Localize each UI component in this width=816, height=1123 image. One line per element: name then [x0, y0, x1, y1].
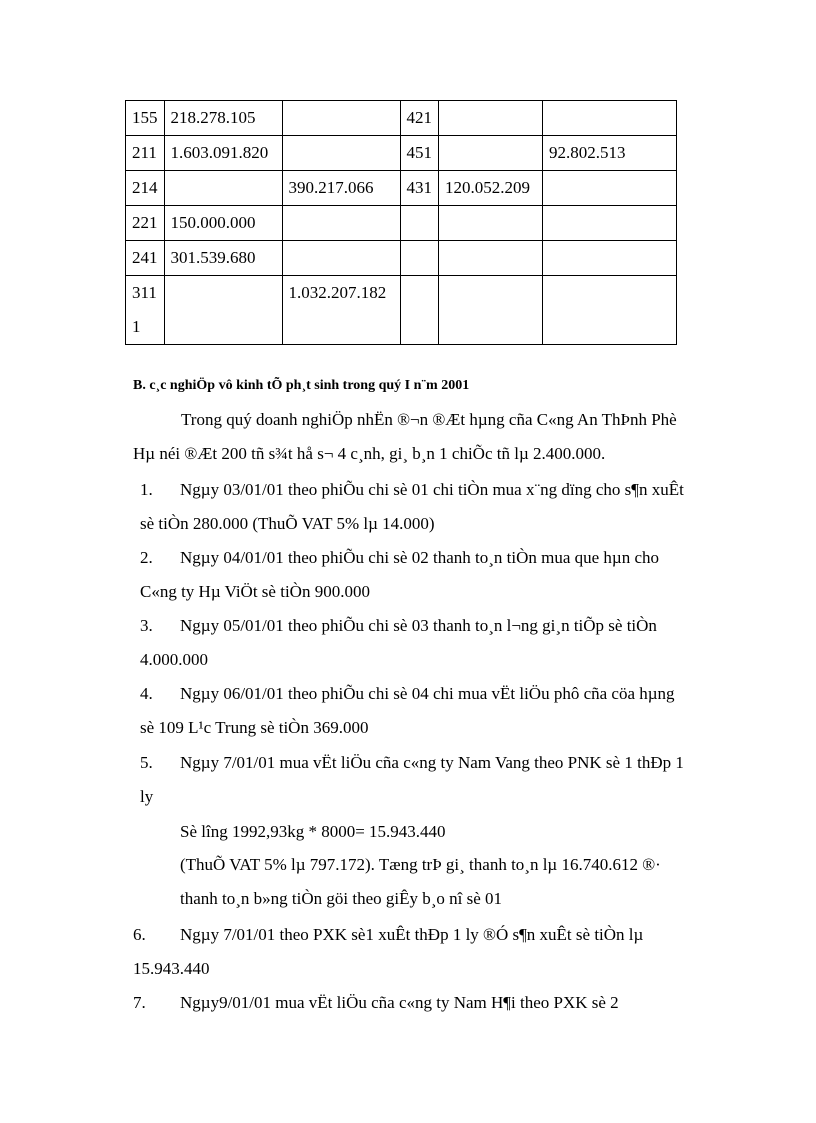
- list-item-line: 15.943.440: [133, 959, 210, 978]
- list-item-line: ly: [140, 787, 154, 806]
- list-item-number: 1.: [140, 480, 153, 499]
- table-cell: [400, 241, 439, 276]
- list-item-line: Sè lîng 1992,93kg * 8000= 15.943.440: [180, 822, 446, 841]
- table-cell: [126, 276, 165, 345]
- list-item-line: thanh to¸n b»ng tiÒn göi theo giÊy b¸o nî sè 01: [180, 889, 503, 908]
- table-row: [126, 101, 677, 136]
- table-cell: [543, 171, 677, 206]
- table-cell: [282, 101, 400, 136]
- table-cell: [400, 276, 439, 345]
- list-item-text: Ngµy 05/01/01 theo phiÕu chi sè 03 thanh to¸n l¬ng gi¸n tiÕp sè tiÒn: [180, 616, 657, 635]
- list-item-text: Ngµy 03/01/01 theo phiÕu chi sè 01 chi tiÒn mua x¨ng dïng cho s¶n xuÊt: [180, 480, 684, 499]
- table-cell: [400, 206, 439, 241]
- table-cell: [439, 241, 543, 276]
- list-item-text: Ngµy 7/01/01 mua vËt liÖu cña c«ng ty Nam Vang theo PNK sè 1 thÐp 1: [180, 753, 684, 772]
- ledger-table: [125, 100, 677, 345]
- table-row: [126, 136, 677, 171]
- table-row: [126, 276, 677, 345]
- intro-line: Trong quý doanh nghiÖp nhËn ®¬n ®Æt hµng cña C«ng An ThÞnh Phè: [181, 410, 677, 429]
- table-cell: 451: [400, 136, 439, 171]
- list-item-number: 6.: [133, 925, 146, 944]
- list-item-line: sè tiÒn 280.000 (ThuÕ VAT 5% lµ 14.000): [140, 514, 435, 533]
- list-item-line: [140, 684, 675, 704]
- list-item-number: 5.: [140, 753, 153, 772]
- list-item-number: 4.: [140, 684, 153, 703]
- intro-line: Hµ néi ®Æt 200 tñ s¾t hå s¬ 4 c¸nh, gi¸ b¸n 1 chiÕc tñ lµ 2.400.000.: [133, 444, 606, 463]
- table-cell: 120.052.209: [439, 171, 543, 206]
- table-cell: 218.278.105: [164, 101, 282, 136]
- section-heading: B. c¸c nghiÖp vô kinh tÕ ph¸t sinh trong quý I n¨m 2001: [133, 378, 470, 393]
- cell-text: 311: [132, 283, 157, 302]
- list-item-line: [140, 616, 657, 636]
- table-cell: 241: [126, 241, 165, 276]
- list-item-line: C«ng ty Hµ ViÖt sè tiÒn 900.000: [140, 582, 370, 601]
- list-item-number: 7.: [133, 993, 146, 1012]
- table-cell: [282, 136, 400, 171]
- table-cell: [164, 171, 282, 206]
- table-row: [126, 171, 677, 206]
- list-item-text: Ngµy 06/01/01 theo phiÕu chi sè 04 chi mua vËt liÖu phô cña cöa hµng: [180, 684, 675, 703]
- table-cell: 150.000.000: [164, 206, 282, 241]
- table-cell: [282, 206, 400, 241]
- table-row: [126, 206, 677, 241]
- table-cell: 1.603.091.820: [164, 136, 282, 171]
- table-cell: [543, 101, 677, 136]
- cell-text: 1: [132, 317, 141, 336]
- table-cell: 211: [126, 136, 165, 171]
- table-cell: [439, 136, 543, 171]
- table-cell: [282, 241, 400, 276]
- list-item-text: Ngµy 04/01/01 theo phiÕu chi sè 02 thanh to¸n tiÒn mua que hµn cho: [180, 548, 659, 567]
- table-cell: 92.802.513: [543, 136, 677, 171]
- list-item-number: 2.: [140, 548, 153, 567]
- table-cell: 390.217.066: [282, 171, 400, 206]
- table-cell: [164, 276, 282, 345]
- list-item-line: 4.000.000: [140, 650, 208, 669]
- table-cell: 421: [400, 101, 439, 136]
- list-item-line: sè 109 L¹c Trung sè tiÒn 369.000: [140, 718, 369, 737]
- table-cell: [543, 206, 677, 241]
- table-cell: [439, 276, 543, 345]
- list-item-number: 3.: [140, 616, 153, 635]
- table-cell: 431: [400, 171, 439, 206]
- table-cell: [543, 241, 677, 276]
- table-cell: [543, 276, 677, 345]
- list-item-line: [133, 925, 643, 945]
- list-item-line: [133, 993, 619, 1013]
- list-item-text: Ngµy9/01/01 mua vËt liÖu cña c«ng ty Nam H¶i theo PXK sè 2: [180, 993, 619, 1012]
- table-cell: 155: [126, 101, 165, 136]
- table-cell: 1.032.207.182: [282, 276, 400, 345]
- list-item-line: (ThuÕ VAT 5% lµ 797.172). Tæng trÞ gi¸ thanh to¸n lµ 16.740.612 ®·: [180, 855, 661, 874]
- table-cell: [439, 101, 543, 136]
- list-item-line: [140, 753, 684, 773]
- table-cell: 221: [126, 206, 165, 241]
- list-item-text: Ngµy 7/01/01 theo PXK sè1 xuÊt thÐp 1 ly ®Ó s¶n xuÊt sè tiÒn lµ: [180, 925, 644, 944]
- table-cell: [439, 206, 543, 241]
- list-item-line: [140, 548, 659, 568]
- table-row: [126, 241, 677, 276]
- table-cell: 301.539.680: [164, 241, 282, 276]
- table-cell: 214: [126, 171, 165, 206]
- list-item-line: [140, 480, 684, 500]
